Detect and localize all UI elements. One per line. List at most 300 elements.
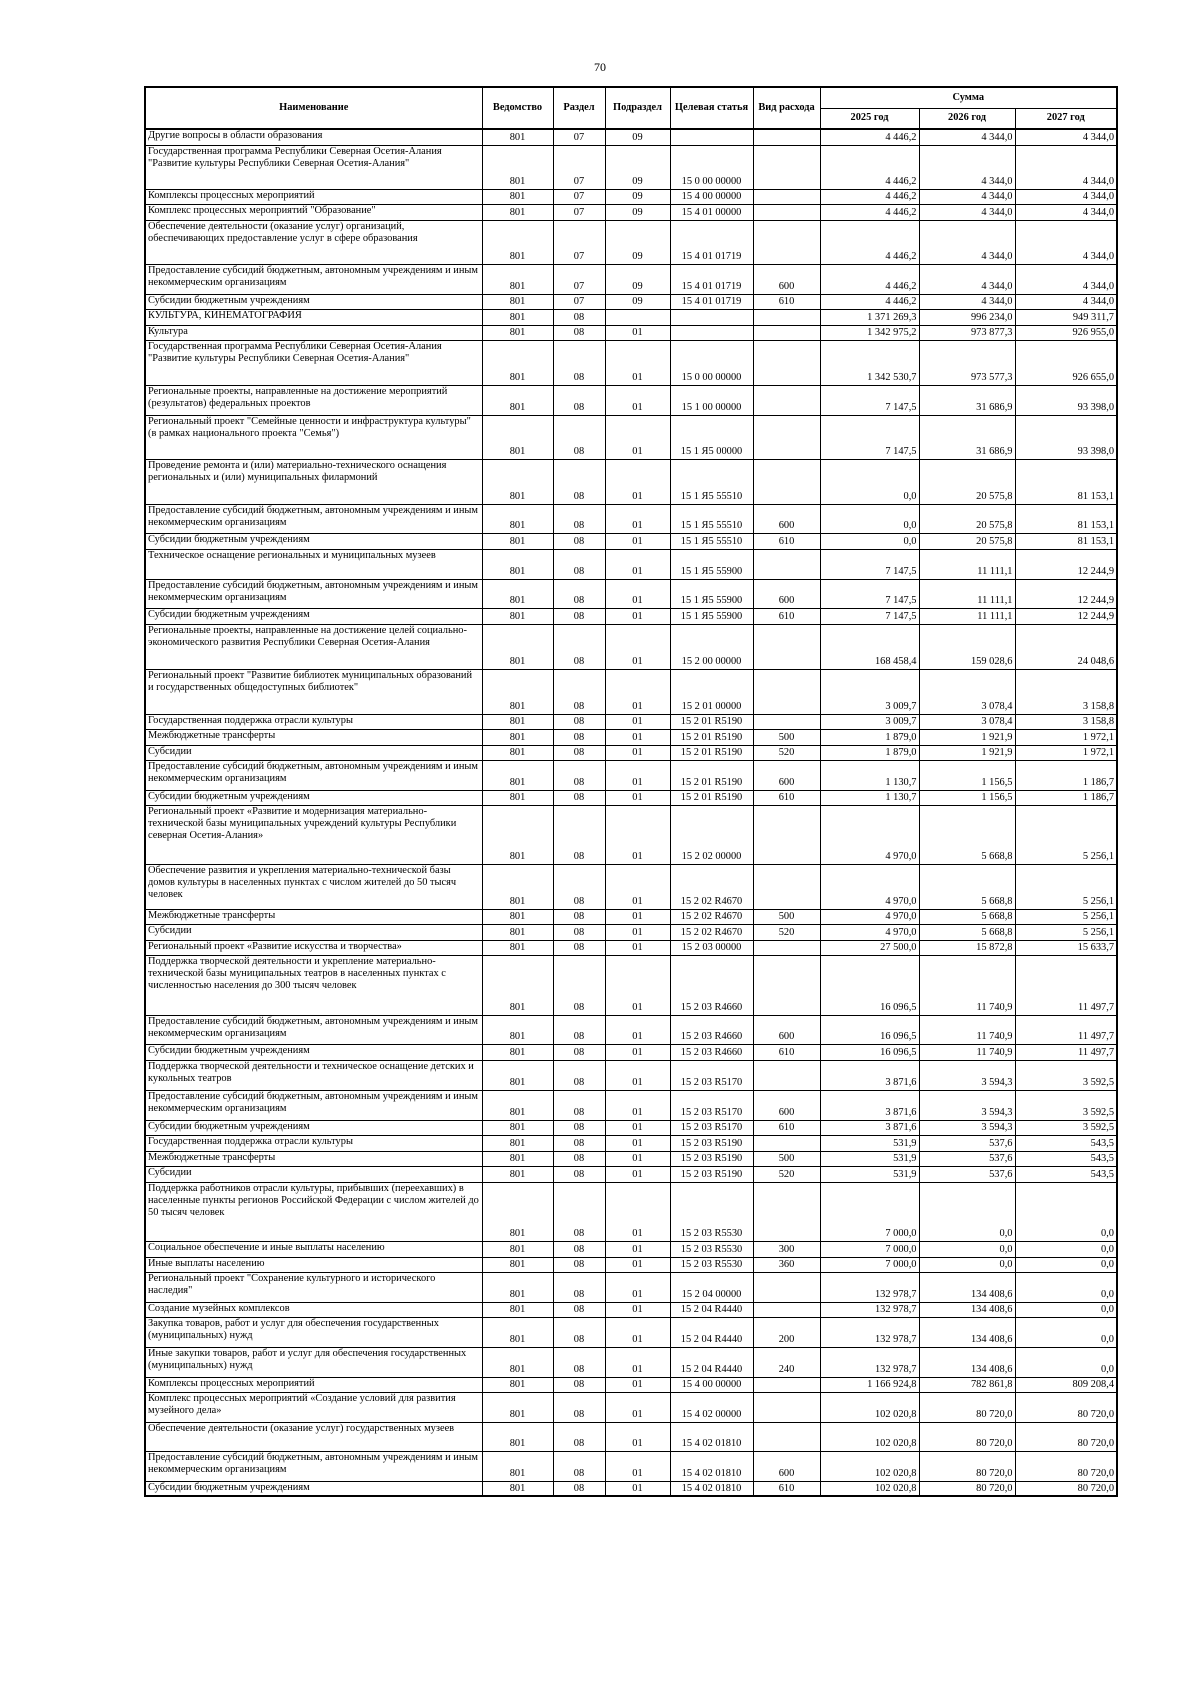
row-value-2025: 531,9 (820, 1166, 919, 1182)
row-dept: 801 (482, 608, 553, 624)
row-target: 15 1 Я5 55900 (670, 579, 753, 608)
row-section: 08 (553, 1302, 605, 1317)
row-value-2026: 11 111,1 (919, 608, 1015, 624)
table-row (145, 1317, 1117, 1347)
row-subsection: 01 (605, 909, 670, 924)
row-target: 15 1 Я5 55510 (670, 504, 753, 533)
table-row (145, 549, 1117, 579)
row-value-2027: 80 720,0 (1015, 1422, 1117, 1451)
row-target (670, 325, 753, 340)
row-value-2025: 7 147,5 (820, 415, 919, 459)
row-name: Субсидии бюджетным учреждениям (145, 608, 482, 624)
row-value-2026: 11 740,9 (919, 1044, 1015, 1060)
row-value-2025: 1 166 924,8 (820, 1377, 919, 1392)
row-dept: 801 (482, 145, 553, 189)
row-subsection: 01 (605, 1422, 670, 1451)
row-type (753, 145, 820, 189)
row-type (753, 549, 820, 579)
row-type: 500 (753, 909, 820, 924)
row-value-2026: 973 877,3 (919, 325, 1015, 340)
row-name: Обеспечение деятельности (оказание услуг) государственных музеев (145, 1422, 482, 1451)
row-value-2025: 7 147,5 (820, 579, 919, 608)
row-section: 08 (553, 325, 605, 340)
row-value-2026: 973 577,3 (919, 340, 1015, 385)
row-value-2027: 1 186,7 (1015, 790, 1117, 805)
header-name: Наименование (145, 87, 482, 129)
row-type (753, 189, 820, 204)
row-section: 07 (553, 220, 605, 264)
row-dept: 801 (482, 415, 553, 459)
row-dept: 801 (482, 264, 553, 294)
row-value-2026: 80 720,0 (919, 1392, 1015, 1422)
row-name: Региональный проект "Семейные ценности и инфраструктура культуры" (в рамках национального проекта "Семья") (145, 415, 482, 459)
row-dept: 801 (482, 909, 553, 924)
row-value-2027: 926 655,0 (1015, 340, 1117, 385)
table-row (145, 924, 1117, 940)
row-value-2027: 81 153,1 (1015, 459, 1117, 504)
row-value-2026: 3 594,3 (919, 1060, 1015, 1090)
row-name: Закупка товаров, работ и услуг для обеспечения государственных (муниципальных) нужд (145, 1317, 482, 1347)
row-type: 600 (753, 579, 820, 608)
row-target: 15 4 01 00000 (670, 204, 753, 220)
row-type (753, 1135, 820, 1151)
row-type: 600 (753, 264, 820, 294)
row-value-2025: 16 096,5 (820, 1015, 919, 1044)
row-name: Поддержка творческой деятельности и укрепление материально-технической базы муниципальных театров в населенных пунктах с численностью населения до 300 тысяч человек (145, 955, 482, 1015)
row-value-2026: 31 686,9 (919, 415, 1015, 459)
row-value-2026: 4 344,0 (919, 145, 1015, 189)
row-type (753, 940, 820, 955)
row-section: 07 (553, 145, 605, 189)
row-type: 520 (753, 1166, 820, 1182)
row-subsection: 09 (605, 264, 670, 294)
row-dept: 801 (482, 129, 553, 145)
row-value-2025: 1 371 269,3 (820, 309, 919, 325)
table-row (145, 1302, 1117, 1317)
row-subsection: 01 (605, 1182, 670, 1241)
row-type (753, 385, 820, 415)
row-value-2027: 0,0 (1015, 1182, 1117, 1241)
row-name: Техническое оснащение региональных и муниципальных музеев (145, 549, 482, 579)
row-name: Предоставление субсидий бюджетным, автономным учреждениям и иным некоммерческим организациям (145, 1451, 482, 1481)
row-value-2025: 531,9 (820, 1135, 919, 1151)
row-dept: 801 (482, 924, 553, 940)
row-value-2025: 4 970,0 (820, 864, 919, 909)
row-type (753, 459, 820, 504)
table-row (145, 1481, 1117, 1496)
row-value-2027: 1 186,7 (1015, 760, 1117, 790)
row-value-2025: 1 342 975,2 (820, 325, 919, 340)
row-target: 15 4 02 01810 (670, 1451, 753, 1481)
row-value-2027: 4 344,0 (1015, 204, 1117, 220)
row-subsection: 01 (605, 805, 670, 864)
row-section: 08 (553, 1257, 605, 1272)
row-type (753, 1392, 820, 1422)
row-value-2027: 81 153,1 (1015, 533, 1117, 549)
table-row (145, 624, 1117, 669)
row-target: 15 2 01 R5190 (670, 745, 753, 760)
table-row (145, 1120, 1117, 1135)
row-dept: 801 (482, 294, 553, 309)
row-subsection: 09 (605, 145, 670, 189)
row-subsection: 01 (605, 1392, 670, 1422)
row-value-2025: 1 130,7 (820, 760, 919, 790)
row-section: 08 (553, 864, 605, 909)
row-name: Межбюджетные трансферты (145, 1151, 482, 1166)
row-section: 08 (553, 1347, 605, 1377)
row-name: Субсидии бюджетным учреждениям (145, 1481, 482, 1496)
row-subsection: 01 (605, 1481, 670, 1496)
row-value-2025: 4 970,0 (820, 924, 919, 940)
table-row (145, 1090, 1117, 1120)
row-target: 15 4 00 00000 (670, 189, 753, 204)
header-2027: 2027 год (1015, 108, 1117, 129)
row-value-2027: 4 344,0 (1015, 264, 1117, 294)
table-row (145, 264, 1117, 294)
header-2026: 2026 год (919, 108, 1015, 129)
row-value-2027: 3 158,8 (1015, 714, 1117, 729)
row-value-2027: 0,0 (1015, 1317, 1117, 1347)
table-row (145, 1135, 1117, 1151)
row-value-2025: 102 020,8 (820, 1392, 919, 1422)
row-value-2026: 11 111,1 (919, 549, 1015, 579)
header-section: Раздел (553, 87, 605, 129)
row-dept: 801 (482, 385, 553, 415)
table-row (145, 189, 1117, 204)
row-type: 610 (753, 1481, 820, 1496)
row-target: 15 0 00 00000 (670, 145, 753, 189)
table-row (145, 1377, 1117, 1392)
row-value-2027: 11 497,7 (1015, 1044, 1117, 1060)
row-name: Предоставление субсидий бюджетным, автономным учреждениям и иным некоммерческим организациям (145, 1015, 482, 1044)
row-dept: 801 (482, 1120, 553, 1135)
row-type: 600 (753, 504, 820, 533)
row-subsection: 01 (605, 1257, 670, 1272)
row-value-2026: 11 740,9 (919, 1015, 1015, 1044)
row-value-2027: 543,5 (1015, 1166, 1117, 1182)
row-value-2025: 102 020,8 (820, 1451, 919, 1481)
row-value-2025: 3 871,6 (820, 1060, 919, 1090)
row-name: Субсидии (145, 745, 482, 760)
row-type (753, 129, 820, 145)
row-section: 08 (553, 790, 605, 805)
row-value-2027: 4 344,0 (1015, 220, 1117, 264)
row-dept: 801 (482, 729, 553, 745)
row-section: 08 (553, 1422, 605, 1451)
row-dept: 801 (482, 745, 553, 760)
row-dept: 801 (482, 1044, 553, 1060)
row-name: Региональные проекты, направленные на достижение мероприятий (результатов) федеральных проектов (145, 385, 482, 415)
row-type: 610 (753, 1044, 820, 1060)
row-value-2026: 5 668,8 (919, 805, 1015, 864)
row-value-2025: 1 130,7 (820, 790, 919, 805)
row-subsection: 09 (605, 220, 670, 264)
row-value-2027: 1 972,1 (1015, 729, 1117, 745)
row-value-2025: 7 000,0 (820, 1257, 919, 1272)
row-type (753, 624, 820, 669)
table-row (145, 1241, 1117, 1257)
table-row (145, 790, 1117, 805)
row-target: 15 2 03 R5190 (670, 1151, 753, 1166)
table-row (145, 145, 1117, 189)
row-section: 08 (553, 459, 605, 504)
row-section: 08 (553, 1182, 605, 1241)
row-name: Субсидии (145, 924, 482, 940)
row-target (670, 309, 753, 325)
row-type (753, 805, 820, 864)
row-subsection: 01 (605, 624, 670, 669)
row-dept: 801 (482, 790, 553, 805)
row-subsection: 01 (605, 415, 670, 459)
row-dept: 801 (482, 1015, 553, 1044)
row-dept: 801 (482, 1451, 553, 1481)
row-type: 600 (753, 1451, 820, 1481)
row-value-2026: 11 111,1 (919, 579, 1015, 608)
table-row (145, 714, 1117, 729)
row-value-2025: 132 978,7 (820, 1302, 919, 1317)
row-value-2025: 4 970,0 (820, 805, 919, 864)
row-type (753, 669, 820, 714)
row-dept: 801 (482, 1302, 553, 1317)
table-row (145, 955, 1117, 1015)
row-target: 15 2 03 R5530 (670, 1257, 753, 1272)
row-value-2026: 159 028,6 (919, 624, 1015, 669)
row-subsection: 01 (605, 924, 670, 940)
row-value-2027: 15 633,7 (1015, 940, 1117, 955)
row-value-2025: 7 000,0 (820, 1241, 919, 1257)
row-value-2025: 3 871,6 (820, 1090, 919, 1120)
row-value-2026: 1 921,9 (919, 729, 1015, 745)
row-value-2027: 12 244,9 (1015, 579, 1117, 608)
row-section: 08 (553, 533, 605, 549)
row-subsection: 01 (605, 1347, 670, 1377)
row-value-2026: 80 720,0 (919, 1481, 1015, 1496)
row-section: 08 (553, 1151, 605, 1166)
table-row (145, 1015, 1117, 1044)
row-value-2025: 4 446,2 (820, 204, 919, 220)
row-value-2025: 4 970,0 (820, 909, 919, 924)
row-name: Комплексы процессных мероприятий (145, 189, 482, 204)
row-type (753, 204, 820, 220)
row-name: Предоставление субсидий бюджетным, автономным учреждениям и иным некоммерческим организациям (145, 1090, 482, 1120)
row-section: 08 (553, 1377, 605, 1392)
row-section: 08 (553, 1317, 605, 1347)
row-subsection: 09 (605, 189, 670, 204)
row-dept: 801 (482, 714, 553, 729)
row-section: 08 (553, 729, 605, 745)
row-type: 600 (753, 1090, 820, 1120)
table-row (145, 1392, 1117, 1422)
row-section: 08 (553, 1451, 605, 1481)
row-section: 08 (553, 309, 605, 325)
table-row (145, 294, 1117, 309)
row-value-2027: 1 972,1 (1015, 745, 1117, 760)
row-value-2027: 0,0 (1015, 1241, 1117, 1257)
table-row (145, 1272, 1117, 1302)
budget-table (144, 86, 1118, 1497)
row-target: 15 2 01 R5190 (670, 760, 753, 790)
row-target: 15 2 03 R5170 (670, 1090, 753, 1120)
row-section: 08 (553, 608, 605, 624)
row-name: Создание музейных комплексов (145, 1302, 482, 1317)
row-value-2025: 1 879,0 (820, 729, 919, 745)
row-value-2027: 11 497,7 (1015, 955, 1117, 1015)
header-target: Целевая статья (670, 87, 753, 129)
row-section: 08 (553, 1015, 605, 1044)
row-value-2026: 5 668,8 (919, 909, 1015, 924)
row-dept: 801 (482, 1392, 553, 1422)
row-section: 08 (553, 1272, 605, 1302)
table-row (145, 325, 1117, 340)
row-value-2026: 0,0 (919, 1182, 1015, 1241)
table-row (145, 1060, 1117, 1090)
row-subsection: 01 (605, 1451, 670, 1481)
row-subsection: 01 (605, 1317, 670, 1347)
row-name: Иные выплаты населению (145, 1257, 482, 1272)
row-type: 240 (753, 1347, 820, 1377)
row-section: 08 (553, 1135, 605, 1151)
row-subsection: 01 (605, 1060, 670, 1090)
row-dept: 801 (482, 1422, 553, 1451)
row-name: Проведение ремонта и (или) материально-технического оснащения региональных и (или) муниципальных филармоний (145, 459, 482, 504)
row-value-2025: 0,0 (820, 533, 919, 549)
row-value-2026: 3 078,4 (919, 669, 1015, 714)
table-row (145, 129, 1117, 145)
row-type (753, 325, 820, 340)
row-dept: 801 (482, 955, 553, 1015)
row-name: КУЛЬТУРА, КИНЕМАТОГРАФИЯ (145, 309, 482, 325)
row-target: 15 2 02 R4670 (670, 864, 753, 909)
row-section: 08 (553, 909, 605, 924)
row-value-2027: 80 720,0 (1015, 1392, 1117, 1422)
table-row (145, 309, 1117, 325)
row-dept: 801 (482, 533, 553, 549)
table-row (145, 1257, 1117, 1272)
row-value-2025: 132 978,7 (820, 1317, 919, 1347)
row-target: 15 2 03 R5530 (670, 1241, 753, 1257)
row-section: 08 (553, 415, 605, 459)
row-section: 07 (553, 264, 605, 294)
row-type: 610 (753, 608, 820, 624)
row-section: 08 (553, 940, 605, 955)
row-target: 15 2 04 R4440 (670, 1302, 753, 1317)
row-dept: 801 (482, 669, 553, 714)
row-type: 520 (753, 745, 820, 760)
row-dept: 801 (482, 1317, 553, 1347)
row-subsection: 01 (605, 459, 670, 504)
row-type: 600 (753, 1015, 820, 1044)
row-dept: 801 (482, 1257, 553, 1272)
row-value-2025: 0,0 (820, 459, 919, 504)
row-section: 08 (553, 1090, 605, 1120)
header-type: Вид расхода (753, 87, 820, 129)
row-value-2026: 537,6 (919, 1151, 1015, 1166)
row-value-2027: 949 311,7 (1015, 309, 1117, 325)
row-value-2025: 16 096,5 (820, 1044, 919, 1060)
table-row (145, 608, 1117, 624)
row-value-2027: 5 256,1 (1015, 805, 1117, 864)
row-subsection: 01 (605, 1272, 670, 1302)
table-row (145, 745, 1117, 760)
row-target: 15 2 03 R5190 (670, 1135, 753, 1151)
row-section: 08 (553, 1060, 605, 1090)
row-target: 15 2 03 R4660 (670, 1044, 753, 1060)
row-value-2025: 102 020,8 (820, 1422, 919, 1451)
row-value-2025: 4 446,2 (820, 264, 919, 294)
row-subsection: 01 (605, 760, 670, 790)
row-section: 07 (553, 189, 605, 204)
row-value-2025: 4 446,2 (820, 220, 919, 264)
header-dept: Ведомство (482, 87, 553, 129)
row-section: 08 (553, 745, 605, 760)
row-target: 15 2 01 R5190 (670, 714, 753, 729)
row-dept: 801 (482, 340, 553, 385)
table-row (145, 805, 1117, 864)
row-target: 15 2 02 R4670 (670, 909, 753, 924)
row-section: 08 (553, 579, 605, 608)
row-type (753, 1422, 820, 1451)
row-value-2027: 543,5 (1015, 1135, 1117, 1151)
row-type (753, 714, 820, 729)
row-value-2025: 102 020,8 (820, 1481, 919, 1496)
row-type: 610 (753, 790, 820, 805)
row-value-2025: 132 978,7 (820, 1347, 919, 1377)
row-value-2027: 5 256,1 (1015, 864, 1117, 909)
row-value-2027: 93 398,0 (1015, 415, 1117, 459)
row-subsection: 01 (605, 579, 670, 608)
row-subsection: 01 (605, 1302, 670, 1317)
row-value-2026: 15 872,8 (919, 940, 1015, 955)
row-value-2026: 134 408,6 (919, 1347, 1015, 1377)
row-subsection: 01 (605, 669, 670, 714)
row-value-2026: 4 344,0 (919, 220, 1015, 264)
row-value-2026: 537,6 (919, 1166, 1015, 1182)
row-dept: 801 (482, 1151, 553, 1166)
row-dept: 801 (482, 940, 553, 955)
row-section: 07 (553, 294, 605, 309)
row-section: 08 (553, 714, 605, 729)
row-subsection: 01 (605, 1151, 670, 1166)
row-type: 200 (753, 1317, 820, 1347)
row-subsection: 09 (605, 129, 670, 145)
row-name: Поддержка работников отрасли культуры, прибывших (переехавших) в населенные пункты регионов Российской Федерации с числом жителей до 50 тысяч человек (145, 1182, 482, 1241)
row-target: 15 2 01 R5190 (670, 790, 753, 805)
row-value-2025: 1 342 530,7 (820, 340, 919, 385)
table-row (145, 504, 1117, 533)
row-target: 15 2 03 R5190 (670, 1166, 753, 1182)
row-value-2025: 4 446,2 (820, 294, 919, 309)
row-value-2026: 1 921,9 (919, 745, 1015, 760)
row-name: Региональный проект «Развитие искусства и творчества» (145, 940, 482, 955)
row-subsection: 01 (605, 549, 670, 579)
row-value-2026: 134 408,6 (919, 1272, 1015, 1302)
row-subsection: 01 (605, 533, 670, 549)
row-subsection (605, 309, 670, 325)
row-value-2026: 20 575,8 (919, 504, 1015, 533)
row-value-2026: 537,6 (919, 1135, 1015, 1151)
row-name: Субсидии бюджетным учреждениям (145, 1120, 482, 1135)
row-name: Культура (145, 325, 482, 340)
row-subsection: 01 (605, 790, 670, 805)
row-value-2025: 7 147,5 (820, 608, 919, 624)
row-section: 08 (553, 955, 605, 1015)
row-value-2027: 809 208,4 (1015, 1377, 1117, 1392)
row-subsection: 01 (605, 955, 670, 1015)
row-target: 15 2 01 R5190 (670, 729, 753, 745)
row-target: 15 0 00 00000 (670, 340, 753, 385)
row-value-2025: 0,0 (820, 504, 919, 533)
row-value-2026: 134 408,6 (919, 1302, 1015, 1317)
